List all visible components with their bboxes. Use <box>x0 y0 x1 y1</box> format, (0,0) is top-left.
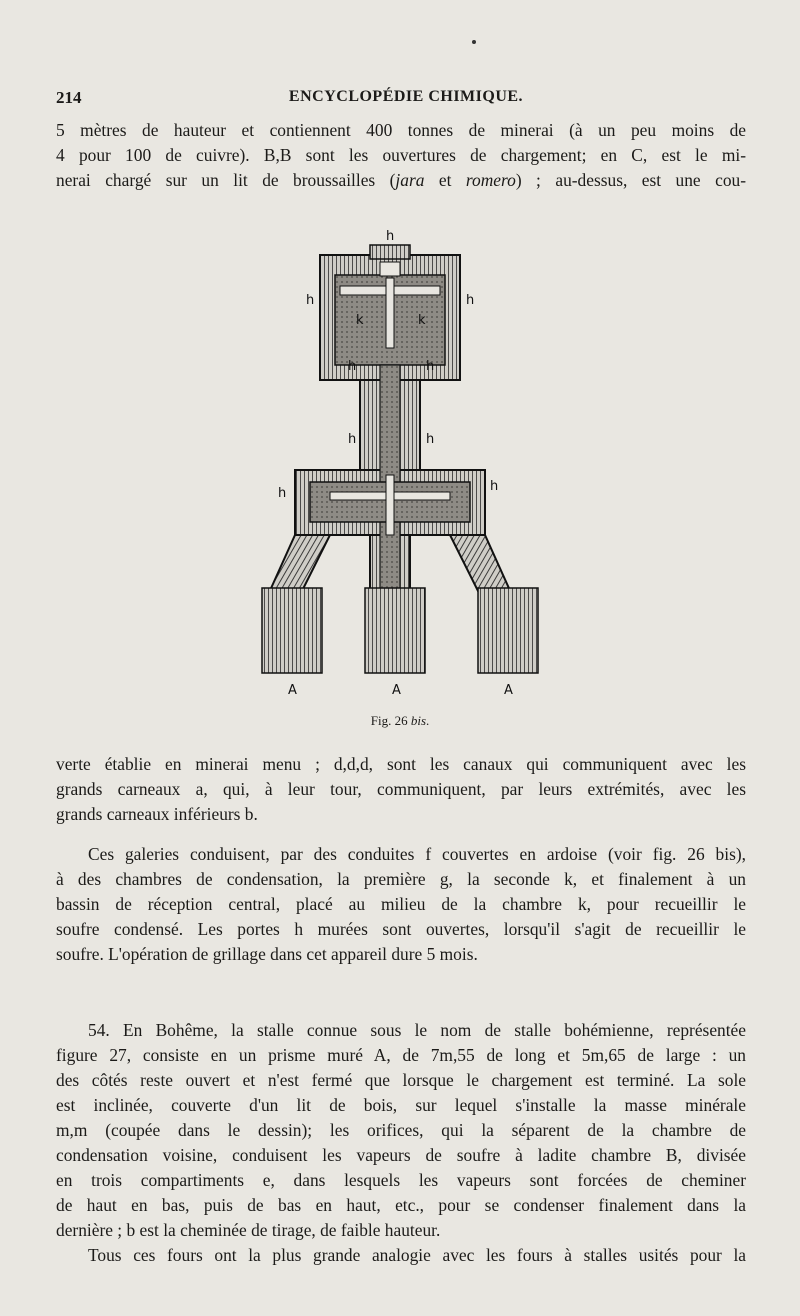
text-line: Ces galeries conduisent, par des conduites f couvertes en ardoise (voir fig. 26 bis), <box>88 844 746 864</box>
page-number: 214 <box>56 88 82 107</box>
label-h: h <box>348 359 357 374</box>
text-line: 4 pour 100 de cuivre). B,B sont les ouvertures de chargement; en C, est le mi- <box>56 145 746 165</box>
text-line: 54. En Bohême, la stalle connue sous le nom de stalle bohémienne, représentée <box>88 1020 746 1040</box>
text-segment: ) ; au-dessus, est une cou- <box>515 170 747 190</box>
caption-text: Fig. 26 <box>370 713 411 728</box>
text-line: bassin de réception central, placé au milieu de la chambre k, pour recueillir le <box>56 894 746 914</box>
furnace-diagram <box>240 220 570 740</box>
label-h: h <box>490 479 499 494</box>
term-jara: jara <box>395 170 425 190</box>
text-line: soufre. L'opération de grillage dans cet appareil dure 5 mois. <box>56 944 478 964</box>
caption-suffix: . <box>426 713 430 728</box>
label-k: k <box>418 313 426 328</box>
paragraph-2 <box>56 752 746 827</box>
running-title: ENCYCLOPÉDIE CHIMIQUE. <box>288 88 524 105</box>
text-line <box>56 168 746 193</box>
figure-caption <box>0 713 800 729</box>
label-h: h <box>278 486 287 501</box>
text-line: figure 27, consiste en un prisme muré A, de 7m,55 de long et 5m,65 de large : un <box>56 1045 746 1065</box>
label-k: k <box>356 313 364 328</box>
term-romero: romero <box>465 170 516 190</box>
label-h: h <box>426 432 435 447</box>
text-line: de haut en bas, puis de bas en haut, etc., pour se condenser finalement dans la <box>56 1195 746 1215</box>
text-line: m,m (coupée dans le dessin); les orifices, qui la séparent de la chambre de <box>56 1120 746 1140</box>
ink-dot <box>472 40 476 44</box>
label-h: h <box>466 293 475 308</box>
text-line: soufre condensé. Les portes h murées sont ouvertes, lorsqu'il s'agit de recueillir le <box>56 919 746 939</box>
label-A: A <box>288 683 297 698</box>
label-h-top: h <box>386 229 395 244</box>
label-h: h <box>426 359 435 374</box>
label-h: h <box>306 293 315 308</box>
text-segment: nerai chargé sur un lit de broussailles ( <box>56 170 396 190</box>
paragraph-3 <box>56 842 746 967</box>
text-line: dernière ; b est la cheminée de tirage, de faible hauteur. <box>56 1220 441 1240</box>
text-line: grands carneaux inférieurs b. <box>56 804 258 824</box>
text-line: des côtés reste ouvert et n'est fermé que lorsque le chargement est terminé. La sole <box>56 1070 746 1090</box>
furnace-figure <box>240 220 570 740</box>
label-A: A <box>504 683 513 698</box>
text-line: est inclinée, couverte d'un lit de bois, sur lequel s'installe la masse minérale <box>56 1095 746 1115</box>
text-segment: et <box>424 170 466 190</box>
text-line: verte établie en minerai menu ; d,d,d, sont les canaux qui communiquent avec les <box>56 754 746 774</box>
text-line: grands carneaux a, qui, à leur tour, communiquent, par leurs extrémités, avec les <box>56 779 746 799</box>
paragraph-1 <box>56 118 746 193</box>
caption-italic: bis <box>410 713 426 728</box>
text-line: condensation voisine, conduisent les vapeurs de soufre à ladite chambre B, divisée <box>56 1145 746 1165</box>
label-A: A <box>392 683 401 698</box>
paragraph-4 <box>56 1018 746 1268</box>
text-line: à des chambres de condensation, la première g, la seconde k, et finalement à un <box>56 869 746 889</box>
text-line: en trois compartiments e, dans lesquels les vapeurs sont forcées de cheminer <box>56 1170 746 1190</box>
base-blocks <box>262 588 538 673</box>
text-line: Tous ces fours ont la plus grande analogie avec les fours à stalles usités pour la <box>88 1245 746 1265</box>
label-h: h <box>348 432 357 447</box>
running-header <box>56 88 756 110</box>
text-line: 5 mètres de hauteur et contiennent 400 tonnes de minerai (à un peu moins de <box>56 120 746 140</box>
